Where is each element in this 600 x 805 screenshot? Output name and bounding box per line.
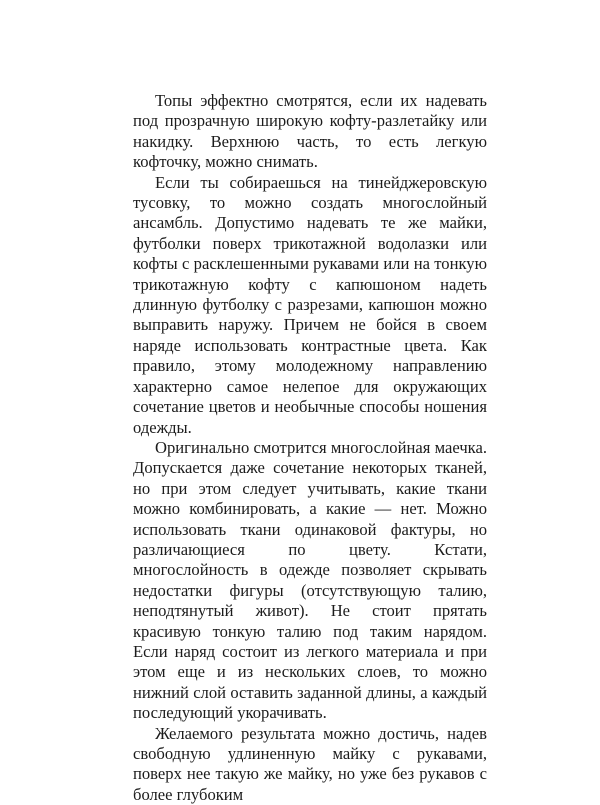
paragraph-4: Желаемого результата можно достичь, надев свободную удлиненную майку с рукавами, поверх нее такую же майку, но уже без рукавов с более глубоким [133,723,487,804]
paragraph-1: Топы эффектно смотрятся, если их надевать под прозрачную широкую кофту-разлетайку или накидку. Верхнюю часть, то есть легкую кофточку, можно снимать. [133,91,487,172]
paragraph-3: Оригинально смотрится многослойная маечка. Допускается даже сочетание некоторых тканей, но при этом следует учитывать, какие ткани можно комбинировать, а какие — нет. Можно использовать ткани одинаковой фактуры, но различающиеся по цвету. Кстати, многослойность в одежде позволяет скрывать недостатки фигуры (отсутствующую талию, неподтянутый живот). Не стоит прятать красивую тонкую талию под таким нарядом. Если наряд состоит из легкого материала и при этом еще и из нескольких слоев, то можно нижний слой оставить заданной длины, а каждый последующий укорачивать. [133,437,487,723]
paragraph-2: Если ты собираешься на тинейджеровскую тусовку, то можно создать многослойный ансамбль. Допустимо надевать те же майки, футболки поверх трикотажной водолазки или кофты с расклешенными рукавами или на тонкую трикотажную кофту с капюшоном надеть длинную футболку с разрезами, капюшон можно выправить наружу. Причем не бойся в своем наряде использовать контрастные цвета. Как правило, этому молодежному направлению характерно самое нелепое для окружающих сочетание цветов и необычные способы ношения одежды. [133,172,487,437]
page-text [133,91,487,805]
